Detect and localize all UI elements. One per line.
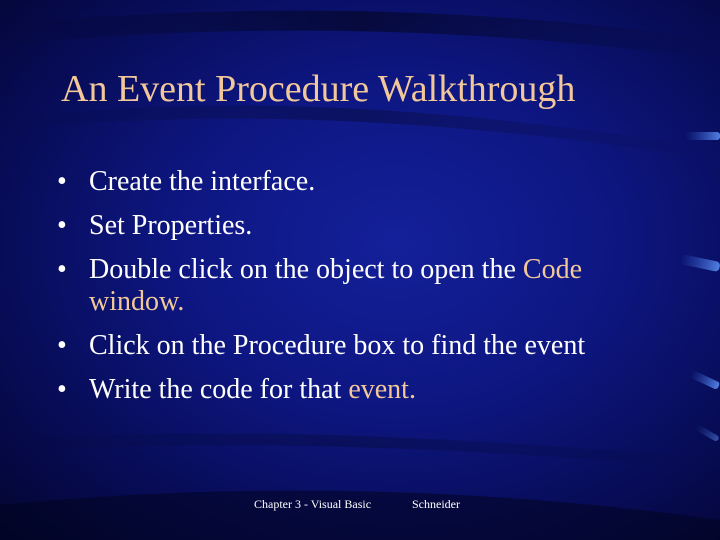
bullet-dot: • (57, 254, 67, 285)
bullet-text: Set Properties. (89, 210, 253, 241)
footer-chapter: Chapter 3 - Visual Basic (254, 497, 372, 511)
dark-streak (0, 11, 720, 60)
slide-title: An Event Procedure Walkthrough (61, 68, 576, 110)
bullet-highlight: event. (348, 374, 416, 405)
bullet-item (57, 254, 677, 318)
bullet-dot: • (57, 210, 67, 241)
bullet-item (57, 210, 677, 242)
bullet-text: Write the code for that (89, 374, 349, 405)
bullet-dot: • (57, 330, 67, 361)
bullet-list (57, 166, 677, 418)
bullet-highlight: Code window. (89, 254, 582, 317)
light-streak (695, 424, 720, 442)
dark-streak (0, 105, 720, 160)
bullet-text: Click on the Procedure box to find the event (89, 330, 586, 361)
light-streak (690, 370, 720, 390)
light-streak (686, 132, 720, 140)
bullet-text: Double click on the object to open the (89, 254, 523, 285)
dark-streak (0, 433, 720, 470)
footer-author: Schneider (412, 497, 460, 511)
bullet-item (57, 166, 677, 198)
bullet-item (57, 330, 677, 362)
bullet-dot: • (57, 166, 67, 197)
light-streak (679, 254, 720, 272)
bullet-text: Create the interface. (89, 166, 316, 197)
bullet-item (57, 374, 677, 406)
bullet-dot: • (57, 374, 67, 405)
